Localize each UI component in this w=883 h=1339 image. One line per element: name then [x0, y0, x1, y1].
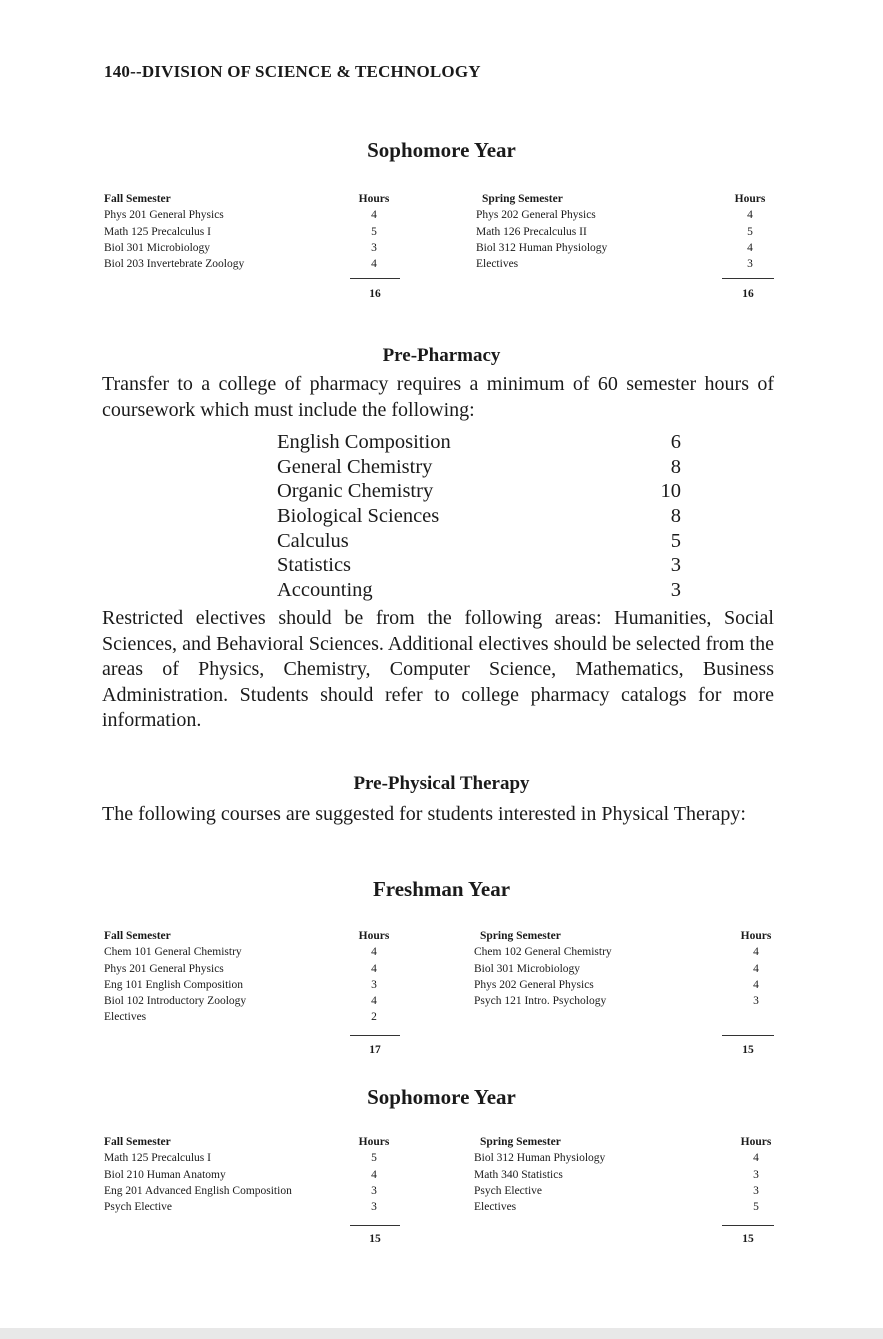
hours-label: Hours	[740, 930, 772, 942]
sophomore-year-heading: Sophomore Year	[367, 1085, 516, 1109]
spring-semester-label: Spring Semester	[480, 1136, 561, 1148]
course-name: Biol 301 Microbiology	[104, 241, 211, 254]
fall-hours-column	[352, 928, 396, 1026]
course-name: Chem 102 General Chemistry	[474, 946, 612, 959]
course-hours: 3	[747, 258, 753, 271]
total-rule	[350, 1035, 400, 1036]
total-rule	[350, 278, 400, 279]
requirement-row	[277, 578, 681, 603]
course-name: Biol 301 Microbiology	[474, 962, 581, 975]
course-name: Math 126 Precalculus II	[476, 225, 587, 238]
fall-semester-label: Fall Semester	[104, 930, 171, 942]
spring-hours-column	[734, 1134, 778, 1215]
course-name: Psych Elective	[104, 1201, 173, 1214]
course-name: Electives	[476, 258, 519, 271]
course-name: Eng 101 English Composition	[104, 978, 243, 991]
hours-label: Hours	[740, 1136, 772, 1148]
spring-total-hours: 15	[742, 1044, 754, 1056]
requirement-row	[277, 529, 681, 554]
requirement-row	[277, 504, 681, 529]
pre-physical-therapy-heading: Pre-Physical Therapy	[353, 773, 530, 794]
course-name: Biol 312 Human Physiology	[476, 241, 608, 254]
requirement-row	[277, 455, 681, 480]
course-name: Phys 201 General Physics	[104, 209, 224, 222]
page-header: 140--DIVISION OF SCIENCE & TECHNOLOGY	[104, 62, 481, 81]
course-hours: 4	[747, 241, 753, 254]
course-name: Biol 102 Introductory Zoology	[104, 995, 247, 1008]
hours-label: Hours	[358, 1136, 390, 1148]
requirement-hours: 3	[670, 579, 681, 602]
requirement-hours: 5	[670, 529, 681, 552]
course-hours: 4	[371, 209, 377, 222]
spring-hours-column	[734, 928, 778, 1009]
course-hours: 4	[371, 995, 377, 1008]
course-hours: 5	[747, 225, 753, 238]
requirement-hours: 3	[670, 554, 681, 577]
hours-label: Hours	[358, 193, 390, 205]
course-name: Phys 201 General Physics	[104, 962, 224, 975]
fall-hours-column	[352, 1134, 396, 1215]
fall-semester-label: Fall Semester	[104, 193, 171, 205]
freshman-year-heading: Freshman Year	[372, 877, 511, 901]
course-hours: 4	[753, 962, 759, 975]
fall-total-hours: 17	[369, 1044, 381, 1056]
fall-hours-column	[352, 191, 396, 272]
total-rule	[722, 278, 774, 279]
pre-physical-therapy-intro: The following courses are suggested for students interested in Physical Therapy:	[102, 803, 746, 825]
course-name: Biol 210 Human Anatomy	[104, 1168, 226, 1181]
course-name: Math 125 Precalculus I	[104, 1152, 211, 1165]
course-hours: 4	[753, 978, 759, 991]
course-hours: 4	[753, 1152, 759, 1165]
fall-semester-column	[104, 928, 246, 1026]
course-name: Electives	[474, 1201, 517, 1214]
course-hours: 3	[753, 1168, 759, 1181]
course-hours: 4	[747, 209, 753, 222]
fall-semester-label: Fall Semester	[104, 1136, 171, 1148]
pre-pharmacy-note: Restricted electives should be from the following areas: Humanities, Social Sciences, and Behavioral Sciences. Additional electives should be selected from the areas of Physics, Chemistry, Computer Science, Mathematics, Business Administration. Students should refer to college pharmacy catalogs for more information.	[102, 607, 774, 731]
fall-semester-column	[104, 191, 244, 272]
fall-semester-column	[104, 1134, 292, 1215]
requirement-hours: 6	[670, 431, 681, 453]
course-name: Psych 121 Intro. Psychology	[474, 995, 607, 1008]
course-hours: 5	[753, 1201, 759, 1214]
spring-hours-column	[728, 191, 772, 272]
course-hours: 3	[371, 1184, 377, 1197]
spring-total-hours: 15	[742, 1233, 754, 1245]
fall-total-hours: 15	[369, 1233, 381, 1245]
requirement-hours: 10	[660, 480, 681, 503]
course-name: Phys 202 General Physics	[474, 978, 594, 991]
course-hours: 4	[371, 258, 377, 271]
course-name: Phys 202 General Physics	[476, 209, 596, 222]
course-name: Eng 201 Advanced English Composition	[104, 1184, 292, 1197]
freshman-year-schedule	[0, 928, 883, 1063]
requirement-subject: Organic Chemistry	[277, 480, 434, 503]
course-hours: 3	[371, 1201, 377, 1214]
spring-semester-label: Spring Semester	[480, 930, 561, 942]
course-hours: 3	[753, 1184, 759, 1197]
spring-semester-column	[476, 191, 607, 272]
spring-semester-column	[474, 928, 612, 1009]
spring-semester-column	[474, 1134, 605, 1215]
requirement-row	[277, 479, 681, 504]
course-name: Electives	[104, 1011, 147, 1024]
requirement-hours: 8	[670, 505, 681, 528]
requirement-subject: Statistics	[277, 554, 352, 577]
course-hours: 3	[371, 241, 377, 254]
course-name: Biol 203 Invertebrate Zoology	[104, 258, 245, 271]
course-hours: 3	[371, 978, 377, 991]
spring-semester-label: Spring Semester	[482, 193, 563, 205]
hours-label: Hours	[734, 193, 766, 205]
sophomore-year-schedule	[0, 1134, 883, 1254]
course-hours: 3	[753, 995, 759, 1008]
requirement-subject: General Chemistry	[277, 455, 433, 478]
requirement-row	[277, 553, 681, 578]
requirement-subject: English Composition	[277, 431, 451, 453]
course-hours: 5	[371, 1152, 377, 1165]
total-rule	[350, 1225, 400, 1226]
requirement-subject: Accounting	[277, 579, 373, 602]
course-name: Psych Elective	[474, 1184, 543, 1197]
total-rule	[722, 1035, 774, 1036]
scan-edge	[0, 1328, 883, 1339]
pre-pharmacy-heading: Pre-Pharmacy	[382, 345, 501, 366]
course-name: Math 340 Statistics	[474, 1168, 563, 1181]
course-hours: 2	[371, 1011, 377, 1024]
spring-total-hours: 16	[742, 288, 754, 300]
course-hours: 4	[371, 946, 377, 959]
course-name: Chem 101 General Chemistry	[104, 946, 242, 959]
requirement-row	[277, 430, 681, 455]
course-hours: 4	[753, 946, 759, 959]
course-hours: 4	[371, 962, 377, 975]
course-name: Math 125 Precalculus I	[104, 225, 211, 238]
sophomore-year-heading: Sophomore Year	[367, 138, 516, 162]
course-hours: 4	[371, 1168, 377, 1181]
course-name: Biol 312 Human Physiology	[474, 1152, 606, 1165]
pre-pharmacy-intro: Transfer to a college of pharmacy requires a minimum of 60 semester hours of coursework which must include the following:	[102, 373, 774, 421]
requirement-hours: 8	[670, 455, 681, 478]
total-rule	[722, 1225, 774, 1226]
fall-total-hours: 16	[369, 288, 381, 300]
requirement-subject: Biological Sciences	[277, 505, 440, 528]
pharmacy-requirements-list	[277, 430, 681, 603]
sophomore-year-schedule	[0, 191, 883, 311]
requirement-subject: Calculus	[277, 529, 349, 552]
hours-label: Hours	[358, 930, 390, 942]
course-hours: 5	[371, 225, 377, 238]
